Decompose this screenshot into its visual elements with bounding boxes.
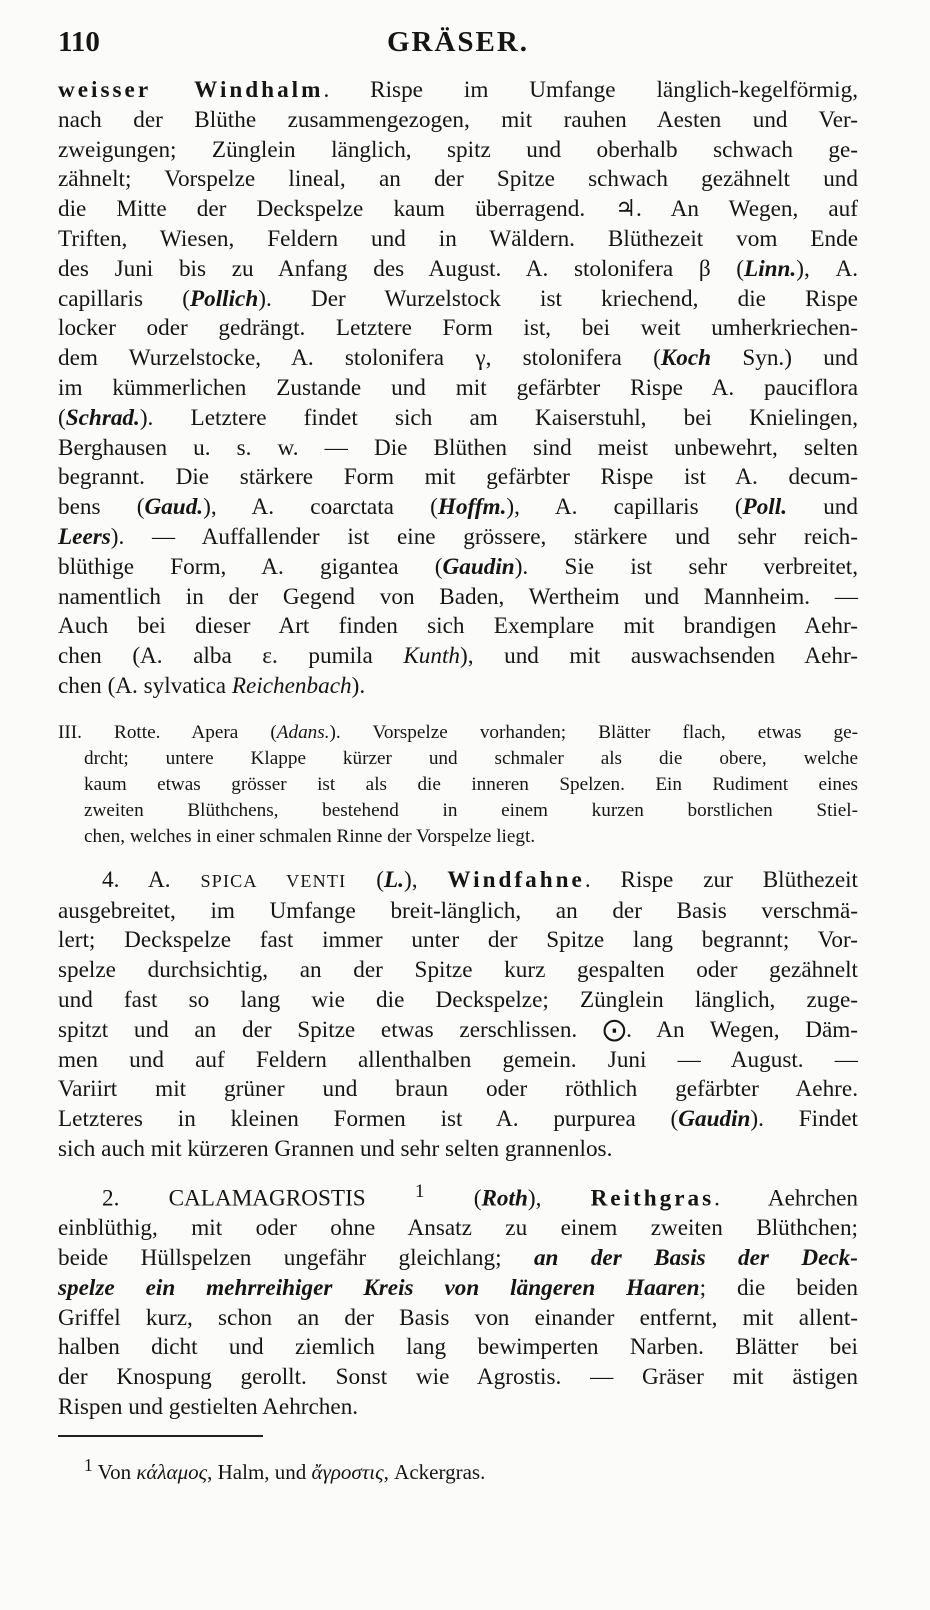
text-line: men und auf Feldern allenthalben gemein. Juni — August. — bbox=[58, 1046, 858, 1073]
text-line: ausgebreitet, im Umfange breit-länglich, an der Basis verschmä- bbox=[58, 897, 858, 924]
text-line: drcht; untere Klappe kürzer und schmaler als die obere, welche bbox=[84, 747, 858, 769]
text-line: 2. CALAMAGROSTIS $^1$ (Roth), Reithgras. Aehrchen bbox=[102, 1180, 858, 1212]
text-line: chen (A. alba ε. pumila Kunth), und mit auswachsenden Aehr- bbox=[58, 643, 858, 670]
text-line: Variirt mit grüner und braun oder röthlich gefärbter Aehre. bbox=[58, 1076, 858, 1103]
text-line: nach der Blüthe zusammengezogen, mit rauhen Aesten und Ver- bbox=[58, 106, 858, 133]
section-apera bbox=[58, 720, 858, 850]
text-line: blüthige Form, A. gigantea (Gaudin). Sie ist sehr verbreitet, bbox=[58, 553, 858, 580]
text-line: beide Hüllspelzen ungefähr gleichlang; an der Basis der Deck- bbox=[58, 1245, 858, 1272]
footnote-ref: 1 bbox=[414, 1180, 425, 1202]
text-line: chen (A. sylvatica Reichenbach). bbox=[58, 672, 366, 699]
text-line: spelze durchsichtig, an der Spitze kurz gespalten oder gezähnelt bbox=[58, 957, 858, 984]
text-line: zweiten Blüthchens, bestehend in einem kurzen borstlichen Stiel- bbox=[84, 799, 858, 821]
text-line: die Mitte der Deckspelze kaum überragend. ♃. An Wegen, auf bbox=[58, 196, 858, 223]
text-line: 4. A. SPICA VENTI (L.), Windfahne. Rispe zur Blüthezeit bbox=[102, 866, 858, 893]
paragraph-agrostis-alba bbox=[58, 76, 858, 702]
text-line: zähnelt; Vorspelze lineal, an der Spitze schwach gezähnelt und bbox=[58, 166, 858, 193]
paragraph-spica-venti bbox=[58, 866, 858, 1165]
text-line: und fast so lang wie die Deckspelze; Zünglein länglich, zuge- bbox=[58, 986, 858, 1013]
page-header bbox=[58, 26, 858, 76]
text-line: (Schrad.). Letztere findet sich am Kaiserstuhl, bei Knielingen, bbox=[58, 404, 858, 431]
text-line: sich auch mit kürzeren Grannen und sehr selten grannenlos. bbox=[58, 1135, 613, 1162]
text-line: Auch bei dieser Art finden sich Exemplare mit brandigen Aehr- bbox=[58, 613, 858, 640]
text-line: halben dicht und ziemlich lang bewimperten Narben. Blätter bei bbox=[58, 1334, 858, 1361]
text-line: capillaris (Pollich). Der Wurzelstock ist kriechend, die Rispe bbox=[58, 285, 858, 312]
book-page bbox=[58, 26, 858, 1486]
text-line: Triften, Wiesen, Feldern und in Wäldern. Blüthezeit vom Ende bbox=[58, 225, 858, 252]
page-number: 110 bbox=[58, 26, 100, 58]
text-line: im kümmerlichen Zustande und mit gefärbter Rispe A. pauciflora bbox=[58, 374, 858, 401]
text-line: III. Rotte. Apera (Adans.). Vorspelze vorhanden; Blätter flach, etwas ge- bbox=[58, 721, 858, 743]
text-line: dem Wurzelstocke, A. stolonifera γ, stolonifera (Koch Syn.) und bbox=[58, 345, 858, 372]
footnote-mark: 1 bbox=[84, 1454, 93, 1475]
text-line: des Juni bis zu Anfang des August. A. stolonifera β (Linn.), A. bbox=[58, 255, 858, 282]
text-line: Griffel kurz, schon an der Basis von einander entfernt, mit allent- bbox=[58, 1304, 858, 1331]
text-line: Berghausen u. s. w. — Die Blüthen sind meist unbewehrt, selten bbox=[58, 434, 858, 461]
text-line: Rispen und gestielten Aehrchen. bbox=[58, 1394, 359, 1421]
text-line: kaum etwas grösser ist als die inneren Spelzen. Ein Rudiment eines bbox=[84, 773, 858, 795]
text-line: lert; Deckspelze fast immer unter der Spitze lang begrannt; Vor- bbox=[58, 927, 858, 954]
text-line: chen, welches in einer schmalen Rinne der Vorspelze liegt. bbox=[84, 825, 536, 847]
text-line: locker oder gedrängt. Letztere Form ist, bei weit umherkriechen- bbox=[58, 315, 858, 342]
text-line: einblüthig, mit oder ohne Ansatz zu einem zweiten Blüthchen; bbox=[58, 1215, 858, 1242]
footnote: $^1$ Von κάλαμος, Halm, und ἄγροστις, Ackergras. bbox=[84, 1454, 486, 1484]
text-line: der Knospung gerollt. Sonst wie Agrostis. — Gräser mit ästigen bbox=[58, 1364, 858, 1391]
text-line: namentlich in der Gegend von Baden, Wertheim und Mannheim. — bbox=[58, 583, 858, 610]
text-line: zweigungen; Zünglein länglich, spitz und oberhalb schwach ge- bbox=[58, 136, 858, 163]
footnote-rule bbox=[58, 1435, 263, 1437]
text-line: bens (Gaud.), A. coarctata (Hoffm.), A. capillaris (Poll. und bbox=[58, 494, 858, 521]
text-line: Leers). — Auffallender ist eine grössere, stärkere und sehr reich- bbox=[58, 523, 858, 550]
running-head: GRÄSER. bbox=[386, 26, 530, 58]
text-line: Letzteres in kleinen Formen ist A. purpurea (Gaudin). Findet bbox=[58, 1106, 858, 1133]
text-line: spitzt und an der Spitze etwas zerschlissen. ⨀. An Wegen, Däm- bbox=[58, 1016, 858, 1043]
paragraph-calamagrostis bbox=[58, 1177, 858, 1423]
text-line: weisser Windhalm. Rispe im Umfange länglich-kegelförmig, bbox=[58, 77, 858, 103]
text-line: begrannt. Die stärkere Form mit gefärbter Rispe ist A. decum- bbox=[58, 464, 858, 491]
text-line: spelze ein mehrreihiger Kreis von längeren Haaren; die beiden bbox=[58, 1274, 858, 1301]
